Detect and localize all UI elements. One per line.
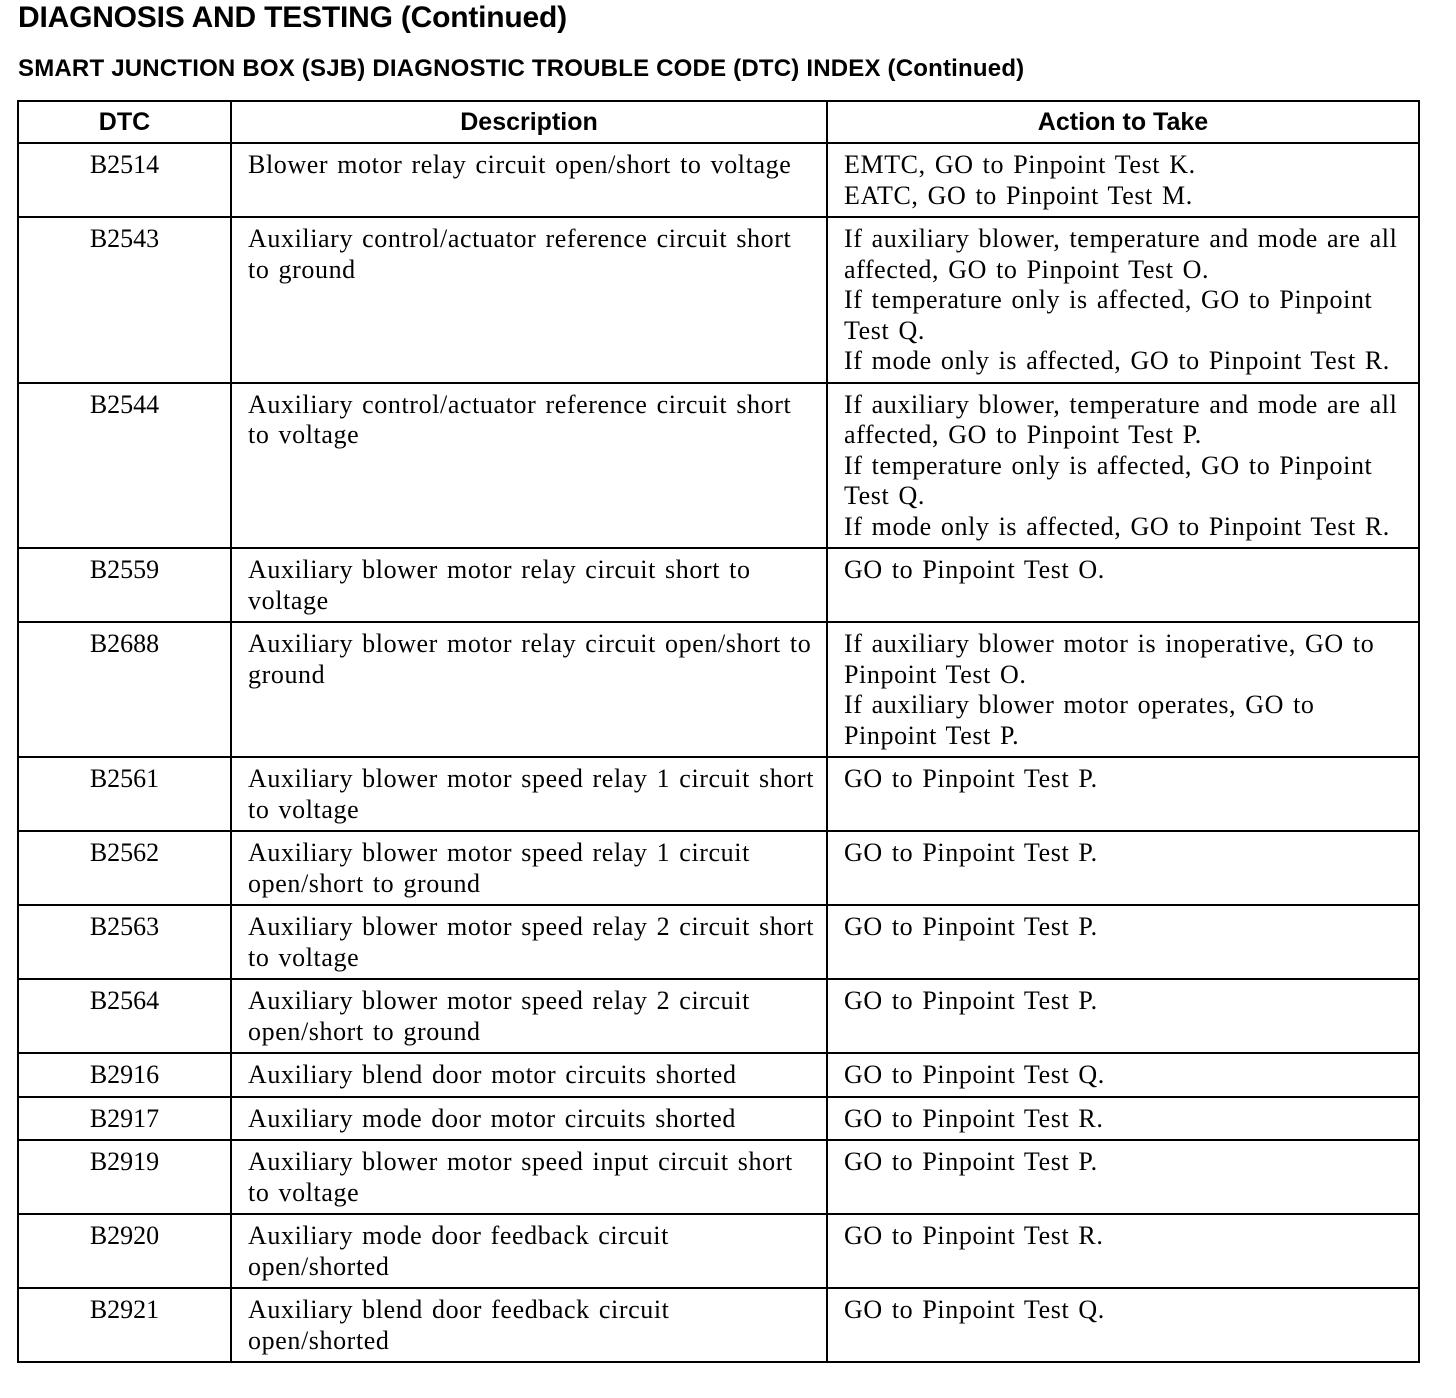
dtc-index-table: [17, 100, 1420, 1363]
dtc-description: Auxiliary control/actuator reference circuit short to voltage: [231, 383, 827, 549]
dtc-description: Auxiliary mode door motor circuits shorted: [231, 1097, 827, 1141]
dtc-description: Auxiliary control/actuator reference circuit short to ground: [231, 217, 827, 383]
dtc-code: B2561: [18, 757, 231, 831]
dtc-action: GO to Pinpoint Test R.: [827, 1214, 1419, 1288]
dtc-description: Auxiliary blower motor relay circuit open/short to ground: [231, 622, 827, 757]
dtc-code: B2916: [18, 1053, 231, 1097]
table-row: [18, 1140, 1419, 1214]
table-row: [18, 979, 1419, 1053]
dtc-description: Auxiliary mode door feedback circuit open/shorted: [231, 1214, 827, 1288]
dtc-action: GO to Pinpoint Test P.: [827, 1140, 1419, 1214]
dtc-action: If auxiliary blower motor is inoperative, GO to Pinpoint Test O. If auxiliary blower motor operates, GO to Pinpoint Test P.: [827, 622, 1419, 757]
dtc-code: B2562: [18, 831, 231, 905]
dtc-action: GO to Pinpoint Test Q.: [827, 1053, 1419, 1097]
dtc-action: If auxiliary blower, temperature and mode are all affected, GO to Pinpoint Test P. If temperature only is affected, GO to Pinpoint Test Q. If mode only is affected, GO to Pinpoint Test R.: [827, 383, 1419, 549]
header-row: [18, 101, 1419, 143]
table-row: [18, 1053, 1419, 1097]
dtc-description: Auxiliary blower motor speed relay 2 circuit open/short to ground: [231, 979, 827, 1053]
table-row: [18, 383, 1419, 549]
section-title: SMART JUNCTION BOX (SJB) DIAGNOSTIC TROUBLE CODE (DTC) INDEX (Continued): [18, 55, 1025, 82]
dtc-description: Auxiliary blower motor speed relay 1 circuit short to voltage: [231, 757, 827, 831]
dtc-description: Auxiliary blend door motor circuits shorted: [231, 1053, 827, 1097]
table-row: [18, 217, 1419, 383]
dtc-code: B2919: [18, 1140, 231, 1214]
header-description: Description: [231, 101, 827, 143]
dtc-description: Auxiliary blower motor speed relay 2 circuit short to voltage: [231, 905, 827, 979]
table-header: [18, 101, 1419, 143]
table-row: [18, 548, 1419, 622]
dtc-action: GO to Pinpoint Test Q.: [827, 1288, 1419, 1362]
table-row: [18, 831, 1419, 905]
dtc-description: Auxiliary blower motor speed input circuit short to voltage: [231, 1140, 827, 1214]
header-action: Action to Take: [827, 101, 1419, 143]
table-body: [18, 143, 1419, 1362]
table-row: [18, 622, 1419, 757]
dtc-code: B2559: [18, 548, 231, 622]
table-row: [18, 143, 1419, 217]
dtc-action: GO to Pinpoint Test P.: [827, 831, 1419, 905]
dtc-code: B2544: [18, 383, 231, 549]
dtc-code: B2543: [18, 217, 231, 383]
dtc-action: GO to Pinpoint Test O.: [827, 548, 1419, 622]
dtc-code: B2921: [18, 1288, 231, 1362]
dtc-code: B2688: [18, 622, 231, 757]
header-dtc: DTC: [18, 101, 231, 143]
table-row: [18, 1097, 1419, 1141]
table-row: [18, 1288, 1419, 1362]
dtc-code: B2563: [18, 905, 231, 979]
dtc-action: GO to Pinpoint Test R.: [827, 1097, 1419, 1141]
dtc-description: Auxiliary blower motor speed relay 1 circuit open/short to ground: [231, 831, 827, 905]
dtc-description: Blower motor relay circuit open/short to voltage: [231, 143, 827, 217]
dtc-code: B2917: [18, 1097, 231, 1141]
dtc-description: Auxiliary blend door feedback circuit open/shorted: [231, 1288, 827, 1362]
dtc-code: B2920: [18, 1214, 231, 1288]
dtc-action: EMTC, GO to Pinpoint Test K. EATC, GO to Pinpoint Test M.: [827, 143, 1419, 217]
table-row: [18, 757, 1419, 831]
dtc-action: If auxiliary blower, temperature and mode are all affected, GO to Pinpoint Test O. If temperature only is affected, GO to Pinpoint Test Q. If mode only is affected, GO to Pinpoint Test R.: [827, 217, 1419, 383]
dtc-code: B2514: [18, 143, 231, 217]
page-title: DIAGNOSIS AND TESTING (Continued): [18, 1, 567, 34]
dtc-action: GO to Pinpoint Test P.: [827, 905, 1419, 979]
dtc-action: GO to Pinpoint Test P.: [827, 979, 1419, 1053]
table-row: [18, 905, 1419, 979]
table-row: [18, 1214, 1419, 1288]
dtc-code: B2564: [18, 979, 231, 1053]
dtc-action: GO to Pinpoint Test P.: [827, 757, 1419, 831]
dtc-description: Auxiliary blower motor relay circuit short to voltage: [231, 548, 827, 622]
